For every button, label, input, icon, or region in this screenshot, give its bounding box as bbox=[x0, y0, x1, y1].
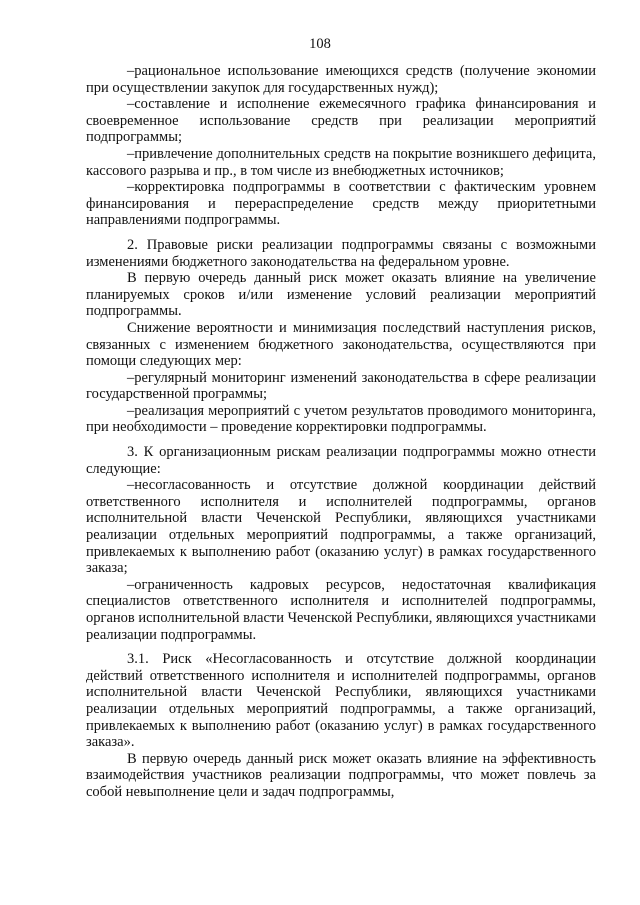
paragraph-staff-limitations: –ограниченность кадровых ресурсов, недостаточная квалификация специалистов ответственного исполнителя и исполнителей подпрограммы, органов исполнительной власти Чеченской Республики, являющихся участниками реализации подпрограммы. bbox=[86, 576, 597, 643]
paragraph-legal-risk-impact: В первую очередь данный риск может оказать влияние на увеличение планируемых сроков и/или изменение условий реализации мероприятий подпрограммы. bbox=[86, 270, 596, 320]
paragraph-organizational-risks: 3. К организационным рискам реализации подпрограммы можно отнести следующие: bbox=[86, 444, 596, 477]
paragraph-legal-risks: 2. Правовые риски реализации подпрограммы связаны с возможными изменениями бюджетного законодательства на федеральном уровне. bbox=[86, 236, 596, 270]
paragraph-risk-3-1: 3.1. Риск «Несогласованность и отсутствие должной координации действий ответственного исполнителя и исполнителей подпрограммы, органов исполнительной власти Чеченской Республики, являющихся участниками реализации отдельных мероприятий подпрограммы, а также организаций, привлекаемых к выполнению работ (оказанию услуг) в рамках государственного заказа». bbox=[86, 651, 596, 751]
paragraph-additional-funds: –привлечение дополнительных средств на покрытие возникшего дефицита, кассового разрыва и пр., в том числе из внебюджетных источников; bbox=[86, 145, 596, 179]
paragraph-program-adjustment: –корректировка подпрограммы в соответствии с фактическим уровнем финансирования и перераспределение средств между приоритетными направлениями подпрограммы. bbox=[86, 179, 596, 229]
paragraph-coordination-lack: –несогласованность и отсутствие должной координации действий ответственного исполнителя и исполнителей подпрограммы, органов исполнительной власти Чеченской Республики, являющихся участниками реализации отдельных мероприятий подпрограммы, а также организаций, привлекаемых к выполнению работ (оказанию услуг) в рамках государственного заказа; bbox=[86, 477, 596, 577]
paragraph-legislation-monitoring: –регулярный мониторинг изменений законодательства в сфере реализации государственной программы; bbox=[86, 369, 596, 403]
paragraph-budget-savings: –рациональное использование имеющихся средств (получение экономии при осуществлении закупок для государственных нужд); bbox=[86, 63, 596, 96]
paragraph-monthly-schedule: –составление и исполнение ежемесячного графика финансирования и своевременное использование средств при реализации мероприятий подпрограммы; bbox=[86, 96, 596, 146]
page-number: 108 bbox=[309, 36, 331, 52]
paragraph-risk-3-1-impact: В первую очередь данный риск может оказать влияние на эффективность взаимодействия участников реализации подпрограммы, что может повлечь за собой невыполнение цели и задач подпрограммы, bbox=[86, 750, 596, 800]
paragraph-monitoring-results: –реализация мероприятий с учетом результатов проводимого мониторинга, при необходимости – проведение корректировки подпрограммы. bbox=[86, 402, 596, 436]
document-body bbox=[86, 63, 596, 801]
paragraph-legal-risk-mitigation: Снижение вероятности и минимизация последствий наступления рисков, связанных с изменением бюджетного законодательства, осуществляются при помощи следующих мер: bbox=[86, 319, 596, 370]
